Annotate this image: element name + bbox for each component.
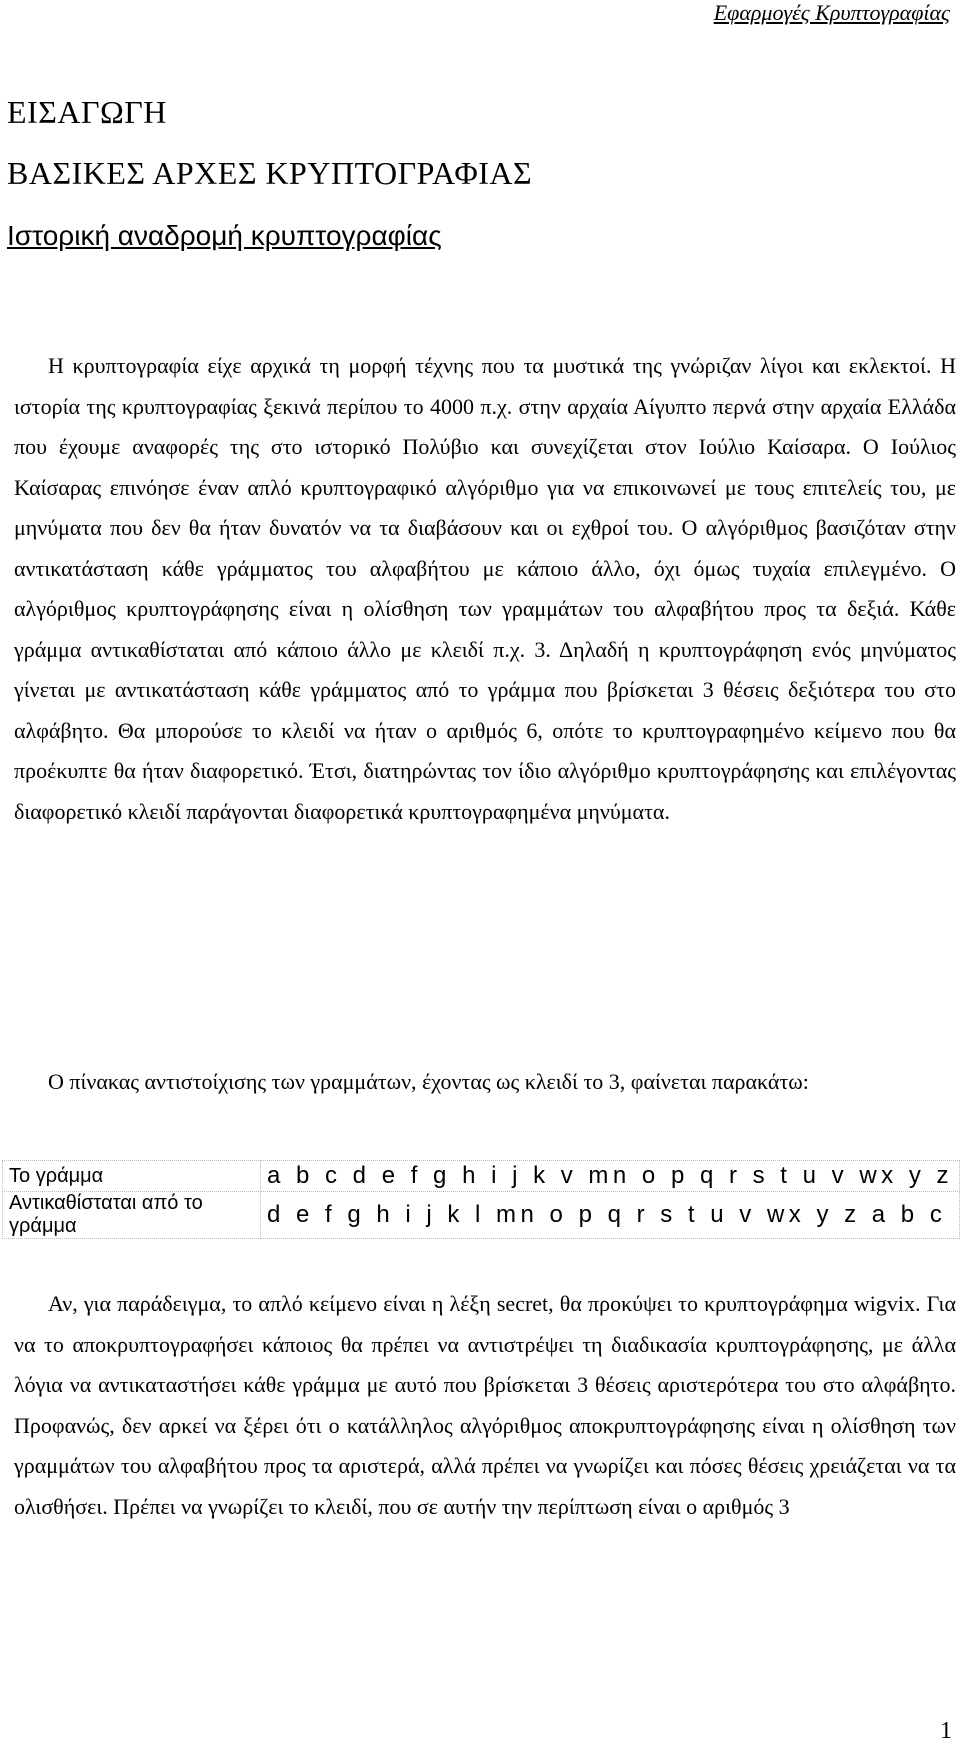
cipher-table bbox=[2, 1160, 960, 1239]
paragraph-history-text: Η κρυπτογραφία είχε αρχικά τη μορφή τέχνης που τα μυστικά της γνώριζαν λίγοι και εκλεκτοί. Η ιστορία της κρυπτογραφίας ξεκινά περίπου το 4000 π.χ. στην αρχαία Αίγυπτο περνά στην αρχαία Ελλάδα που έχουμε αναφορές της στο ιστορικό Πολύβιο και συνεχίζεται στον Ιούλιο Καίσαρα. Ο Ιούλιος Καίσαρας επινόησε έναν απλό κρυπτογραφικό αλγόριθμο για να επικοινωνεί με τους επιτελείς του, με μηνύματα που δεν θα ήταν δυνατόν να τα διαβάσουν και οι εχθροί του. Ο αλγόριθμος βασιζόταν στην αντικατάσταση κάθε γράμματος του αλφαβήτου με κάποιο άλλο, όχι όμως τυχαία επιλεγμένο. Ο αλγόριθμος κρυπτογράφησης είναι η ολίσθηση των γραμμάτων του αλφαβήτου προς τα δεξιά. Κάθε γράμμα αντικαθίσταται από κάποιο άλλο με κλειδί π.χ. 3. Δηλαδή η κρυπτογράφηση ενός μηνύματος γίνεται με αντικατάσταση κάθε γράμματος από το γράμμα που βρίσκεται 3 θέσεις δεξιότερα του στο αλφάβητο. Θα μπορούσε το κλειδί να ήταν ο αριθμός 6, οπότε το κρυπτογραφημένο κείμενο που θα προέκυπτε θα ήταν διαφορετικό. Έτσι, διατηρώντας τον ίδιο αλγόριθμο κρυπτογράφησης και επιλέγοντας διαφορετικό κλειδί παράγονται διαφορετικά κρυπτογραφημένα μηνύματα. bbox=[14, 353, 956, 824]
cipher-row-replaced bbox=[3, 1192, 960, 1239]
paragraph-example-text: Αν, για παράδειγμα, το απλό κείμενο είναι η λέξη secret, θα προκύψει το κρυπτογράφημα wigvix. Για να το αποκρυπτογραφήσει κάποιος θα πρέπει να αντιστρέψει τη διαδικασία κρυπτογράφησης, με άλλα λόγια να αντικαταστήσει κάθε γράμμα με αυτό που βρίσκεται 3 θέσεις αριστερότερα του στο αλφάβητο. Προφανώς, δεν αρκεί να ξέρει ότι ο κατάλληλος αλγόριθμος αποκρυπτογράφησης είναι η ολίσθηση των γραμμάτων του αλφαβήτου προς τα αριστερά, αλλά πρέπει να γνωρίζει και πόσες θέσεις χρειάζεται να τα ολισθήσει. Πρέπει να γνωρίζει το κλειδί, που σε αυτήν την περίπτωση είναι ο αριθμός 3 bbox=[14, 1291, 956, 1519]
heading-history: Ιστορική αναδρομή κρυπτογραφίας bbox=[7, 220, 442, 251]
paragraph-example bbox=[14, 1284, 956, 1527]
paragraph-history bbox=[14, 346, 956, 832]
heading-intro: ΕΙΣΑΓΩΓΗ bbox=[7, 94, 167, 130]
cipher-letters-plain: a b c d e f g h i j k v mn o p q r s t u v wx y z bbox=[260, 1161, 959, 1192]
paragraph-table-intro-text: Ο πίνακας αντιστοίχισης των γραμμάτων, έχοντας ως κλειδί το 3, φαίνεται παρακάτω: bbox=[48, 1069, 809, 1094]
cipher-row-plain bbox=[3, 1161, 960, 1192]
paragraph-table-intro bbox=[14, 1062, 956, 1103]
heading-basics: ΒΑΣΙΚΕΣ ΑΡΧΕΣ ΚΡΥΠΤΟΓΡΑΦΙΑΣ bbox=[7, 155, 533, 191]
page-number: 1 bbox=[940, 1718, 952, 1744]
cipher-label-replaced: Αντικαθίσταται από το γράμμα bbox=[3, 1192, 261, 1239]
cipher-label-plain: Το γράμμα bbox=[3, 1161, 261, 1192]
running-header: Εφαρμογές Κρυπτογραφίας bbox=[713, 0, 950, 25]
cipher-letters-replaced: d e f g h i j k l mn o p q r s t u v wx y z a b c bbox=[260, 1192, 959, 1239]
